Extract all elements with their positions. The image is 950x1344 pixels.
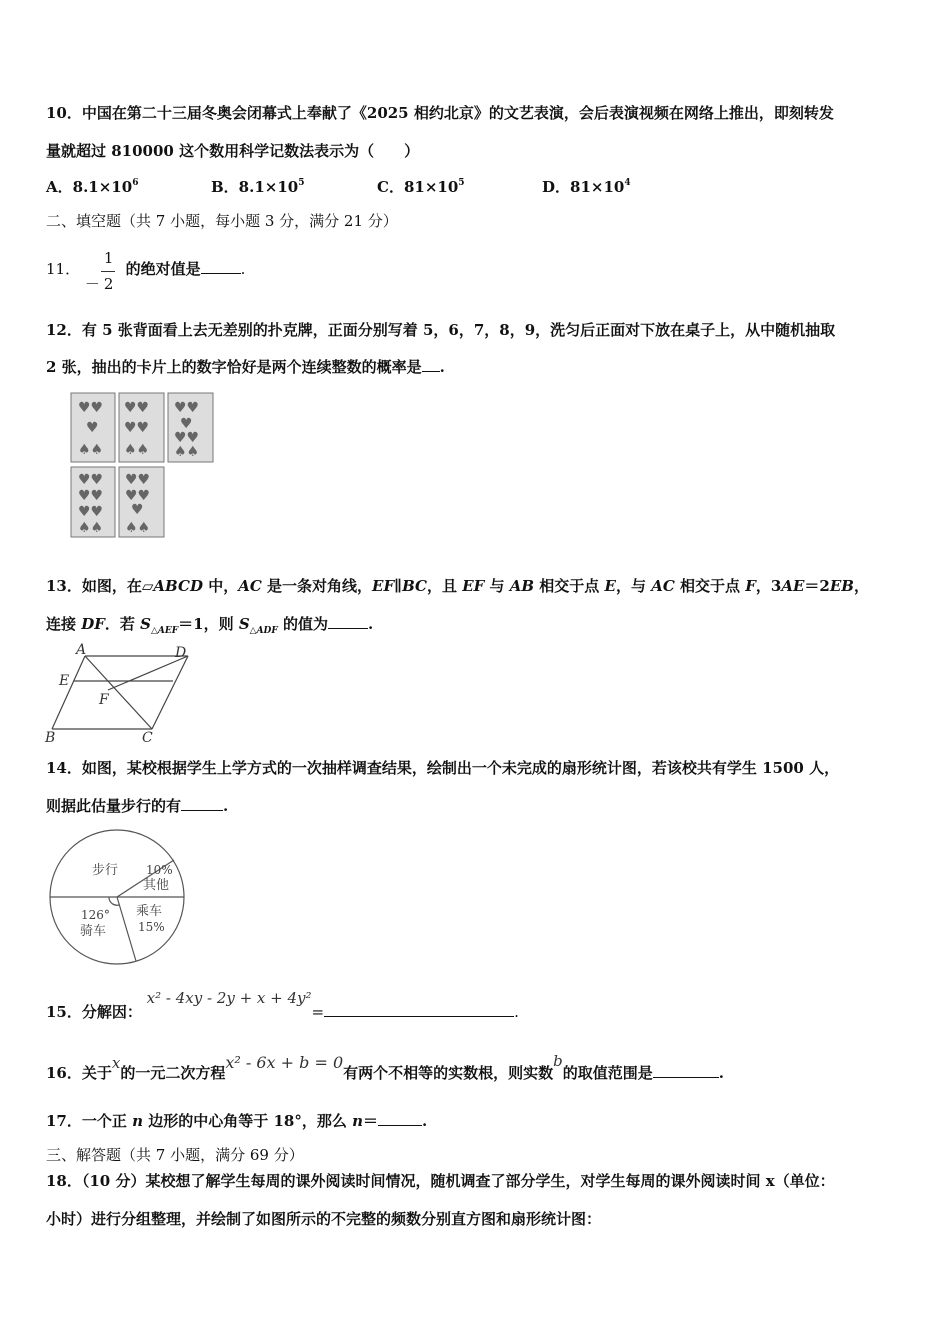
svg-text:♠♠: ♠♠ bbox=[78, 442, 104, 458]
svg-text:♥♥: ♥♥ bbox=[125, 472, 151, 488]
pie-label-walk: 步行 bbox=[92, 863, 119, 878]
parallelogram-figure bbox=[42, 642, 194, 746]
label-c: C bbox=[142, 730, 153, 746]
label-d: D bbox=[175, 645, 187, 661]
q10-option-d[interactable]: D．$81\times 10^4$ bbox=[542, 178, 631, 196]
q11-line: 11． － 1 2 的绝对值是 . bbox=[46, 249, 246, 293]
pie-label-bike: 骑车 bbox=[80, 924, 107, 939]
q14-line1: 14．如图，某校根据学生上学方式的一次抽样调查结果，绘制出一个未完成的扇形统计图，若该校共有学生 1500 人， bbox=[46, 759, 840, 777]
svg-text:♥: ♥ bbox=[180, 416, 193, 432]
svg-text:♠♠: ♠♠ bbox=[174, 444, 200, 460]
svg-text:♥♥: ♥♥ bbox=[174, 400, 200, 416]
playing-cards-figure bbox=[68, 390, 220, 542]
svg-text:♥♥: ♥♥ bbox=[78, 488, 104, 504]
q10-line2: 量就超过 810000 这个数用科学记数法表示为（ ） bbox=[46, 142, 420, 160]
svg-text:♠♠: ♠♠ bbox=[124, 442, 150, 458]
q12-line1: 12．有 5 张背面看上去无差别的扑克牌，正面分别写着 5，6，7，8，9，洗匀后正面对下放在桌子上，从中随机抽取 bbox=[46, 321, 836, 339]
svg-text:♥♥: ♥♥ bbox=[78, 400, 104, 416]
pie-label-car: 乘车 bbox=[136, 904, 163, 919]
q15-formula: x² - 4xy - 2y + x + 4y² bbox=[146, 989, 312, 1007]
svg-text:♥: ♥ bbox=[86, 420, 99, 436]
q18-line2: 小时）进行分组整理，并绘制了如图所示的不完整的频数分别直方图和扇形统计图： bbox=[46, 1210, 602, 1228]
svg-text:♠♠: ♠♠ bbox=[125, 520, 151, 536]
pie-chart-figure bbox=[46, 826, 188, 968]
q16-line: 16．关于x的一元二次方程x² - 6x + b = 0有两个不相等的实数根，则实数b的取值范围是 . bbox=[46, 1052, 725, 1082]
pie-label-other: 其他 bbox=[143, 878, 170, 893]
section-2-heading: 二、填空题（共 7 小题，每小题 3 分，满分 21 分） bbox=[46, 212, 398, 230]
svg-text:♥♥: ♥♥ bbox=[125, 488, 151, 504]
q11-sign: － bbox=[84, 275, 100, 293]
q13-line2: 连接 DF．若 $S_{\triangle AEF}=1$，则 $S_{\triangle ADF}$ 的值为 . bbox=[46, 615, 374, 636]
q17-line: 17．一个正 n 边形的中心角等于 18°，那么 n＝ . bbox=[46, 1112, 428, 1130]
pie-label-car-pct: 15% bbox=[138, 920, 165, 934]
pie-label-bike-deg: 126° bbox=[81, 908, 110, 922]
q15-line: 15．分解因： x² - 4xy - 2y + x + 4y²= . bbox=[46, 989, 519, 1021]
svg-text:♥♥: ♥♥ bbox=[124, 400, 150, 416]
label-b: B bbox=[45, 730, 56, 746]
label-e: E bbox=[59, 673, 70, 689]
svg-text:♥♥: ♥♥ bbox=[78, 504, 104, 520]
q16-formula: x² - 6x + b = 0 bbox=[225, 1053, 344, 1072]
q10-option-c[interactable]: C．$81\times 10^5$ bbox=[377, 178, 465, 196]
pie-label-other-pct: 10% bbox=[146, 863, 173, 877]
q10-line1: 10．中国在第二十三届冬奥会闭幕式上奉献了《2025 相约北京》的文艺表演，会后表演视频在网络上推出，即刻转发 bbox=[46, 104, 834, 122]
q10-option-a[interactable]: A．$8.1\times 10^6$ bbox=[46, 178, 139, 196]
q10-option-b[interactable]: B．$8.1\times 10^5$ bbox=[211, 178, 305, 196]
q11-denominator: 2 bbox=[103, 275, 114, 293]
q18-line1: 18．（10 分）某校想了解学生每周的课外阅读时间情况，随机调查了部分学生，对学生每周的课外阅读时间 x（单位： bbox=[46, 1172, 835, 1190]
section-3-heading: 三、解答题（共 7 小题，满分 69 分） bbox=[46, 1146, 304, 1164]
svg-text:♥: ♥ bbox=[131, 502, 144, 518]
svg-text:♥♥: ♥♥ bbox=[78, 472, 104, 488]
q11-numerator: 1 bbox=[103, 249, 114, 267]
label-f: F bbox=[99, 692, 109, 708]
q13-line1: 13．如图，在▱ABCD 中，AC 是一条对角线，EF∥BC，且 EF 与 AB 相交于点 E，与 AC 相交于点 F，3AE＝2EB， bbox=[46, 577, 869, 595]
svg-text:♠♠: ♠♠ bbox=[78, 520, 104, 536]
q14-line2: 则据此估量步行的有 . bbox=[46, 797, 229, 815]
label-a: A bbox=[76, 642, 87, 658]
q12-line2: 2 张，抽出的卡片上的数字恰好是两个连续整数的概率是 . bbox=[46, 358, 445, 376]
svg-text:♥♥: ♥♥ bbox=[124, 420, 150, 436]
svg-text:♥♥: ♥♥ bbox=[174, 430, 200, 446]
